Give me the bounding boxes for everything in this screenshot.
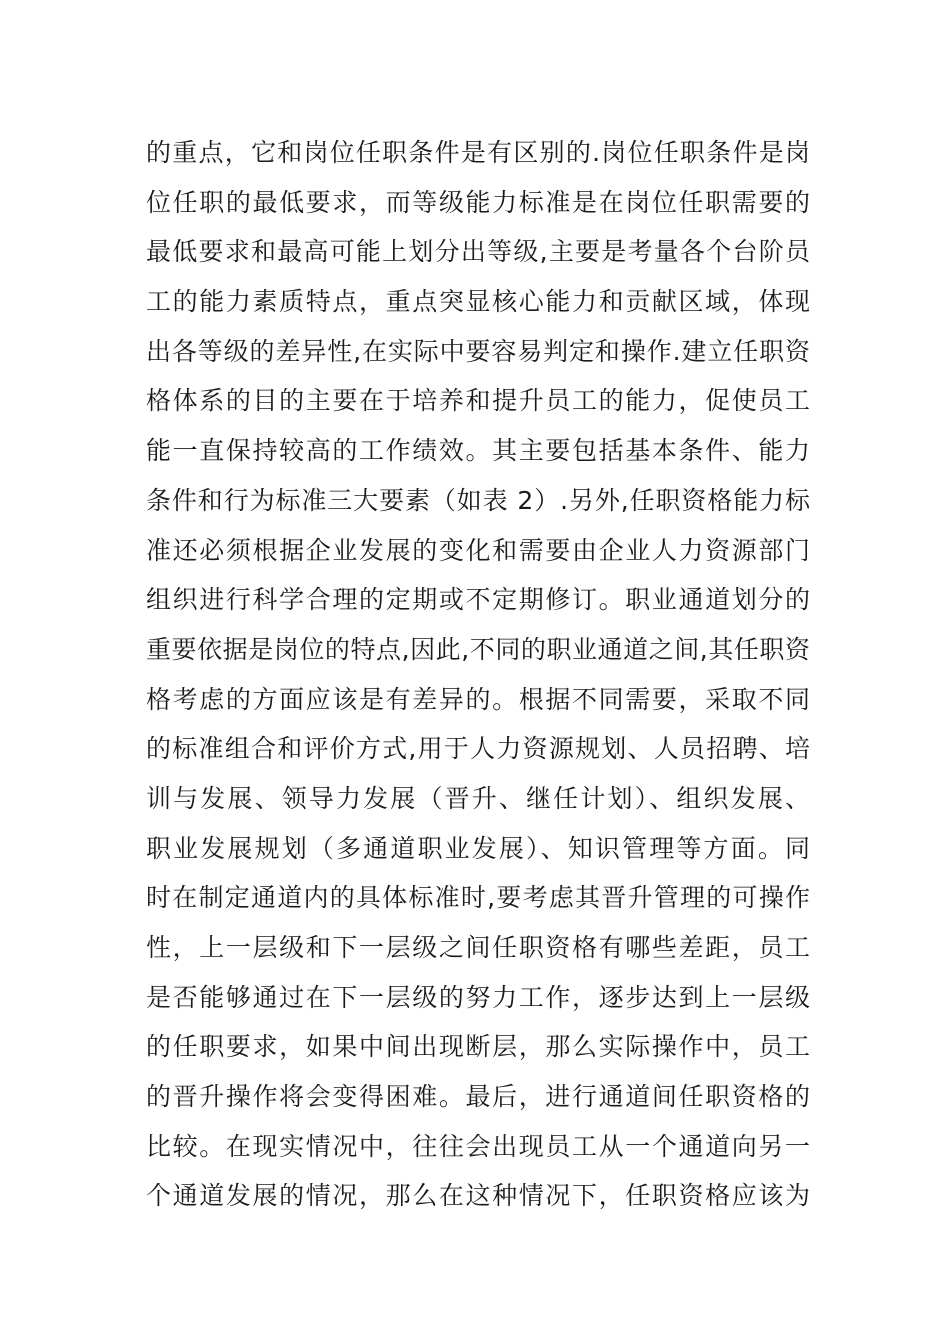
text-line: 格考虑的方面应该是有差异的。根据不同需要，采取不同 [146, 684, 810, 714]
text-line: 位任职的最低要求，而等级能力标准是在岗位任职需要的 [146, 187, 810, 217]
text-line: 出各等级的差异性,在实际中要容易判定和操作.建立任职资 [146, 336, 810, 366]
text-line: 组织进行科学合理的定期或不定期修订。职业通道划分的 [146, 585, 810, 615]
text-line: 训与发展、领导力发展（晋升、继任计划）、组织发展、 [146, 783, 810, 813]
text-line: 最低要求和最高可能上划分出等级,主要是考量各个台阶员 [146, 237, 810, 267]
text-line: 的晋升操作将会变得困难。最后，进行通道间任职资格的 [146, 1082, 810, 1112]
body-paragraph [146, 128, 810, 1221]
text-line: 准还必须根据企业发展的变化和需要由企业人力资源部门 [146, 535, 810, 565]
text-line: 职业发展规划（多通道职业发展）、知识管理等方面。同 [146, 833, 810, 863]
text-line: 性，上一层级和下一层级之间任职资格有哪些差距，员工 [146, 933, 810, 962]
text-line: 条件和行为标准三大要素（如表 2）.另外,任职资格能力标 [146, 485, 810, 515]
text-line: 个通道发展的情况，那么在这种情况下，任职资格应该为 [146, 1181, 810, 1211]
text-line: 的标准组合和评价方式,用于人力资源规划、人员招聘、培 [146, 734, 810, 764]
text-line: 时在制定通道内的具体标准时,要考虑其晋升管理的可操作 [146, 883, 810, 913]
text-line: 的重点，它和岗位任职条件是有区别的.岗位任职条件是岗 [146, 138, 810, 167]
text-line: 能一直保持较高的工作绩效。其主要包括基本条件、能力 [146, 436, 810, 466]
text-line: 工的能力素质特点，重点突显核心能力和贡献区域，体现 [146, 287, 810, 317]
text-line: 比较。在现实情况中，往往会出现员工从一个通道向另一 [146, 1131, 810, 1161]
text-line: 重要依据是岗位的特点,因此,不同的职业通道之间,其任职资 [146, 634, 810, 664]
text-line: 格体系的目的主要在于培养和提升员工的能力，促使员工 [146, 386, 810, 416]
text-line: 是否能够通过在下一层级的努力工作，逐步达到上一层级 [146, 982, 810, 1012]
text-line: 的任职要求，如果中间出现断层，那么实际操作中，员工 [146, 1032, 810, 1062]
